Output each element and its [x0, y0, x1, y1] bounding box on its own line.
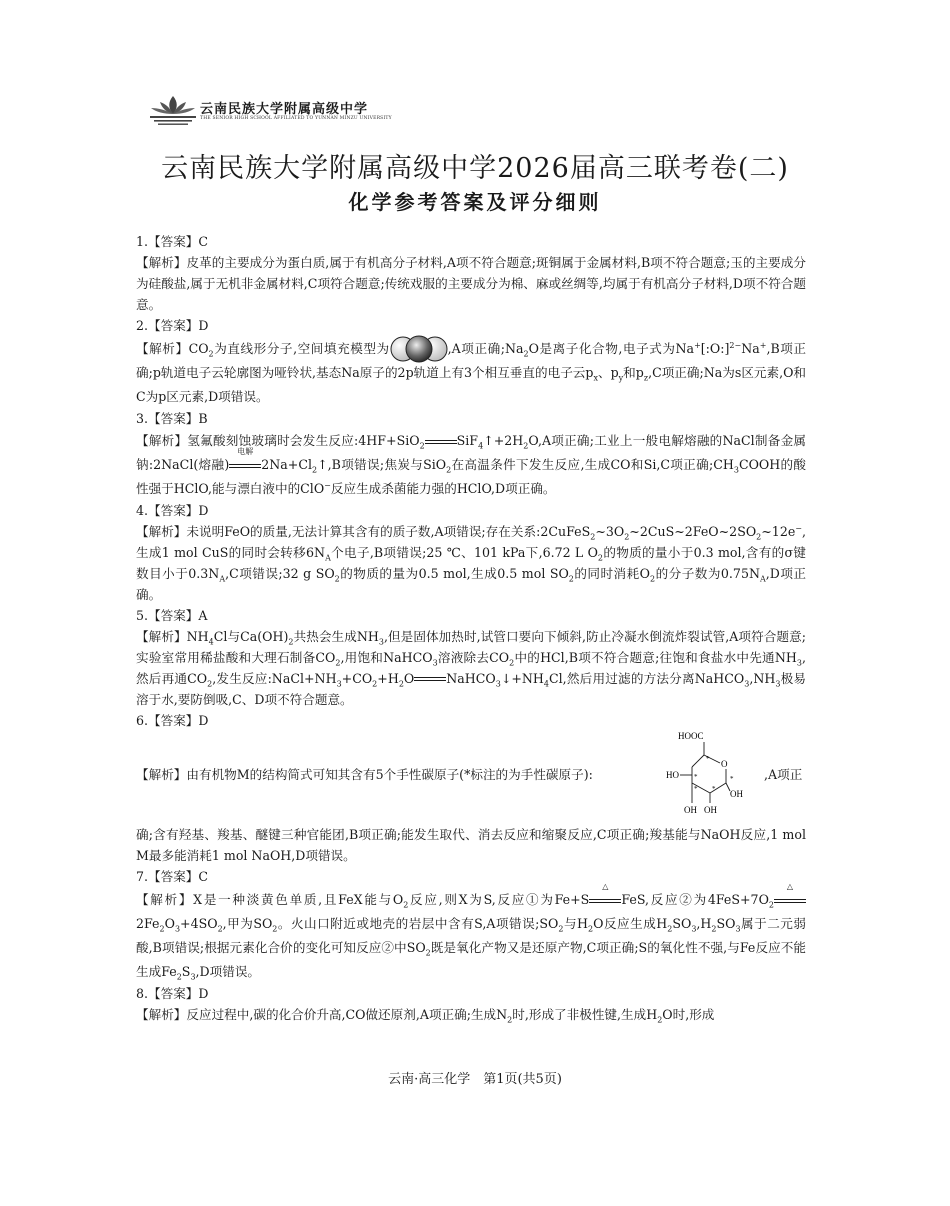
answer-5: 5.【答案】A	[136, 607, 208, 623]
oxide-electron-formula: [:O:]	[700, 340, 730, 356]
electrolysis-arrow: 电解	[229, 459, 261, 473]
page-subtitle: 化学参考答案及评分细则	[348, 190, 602, 214]
mol-ho-label: HO	[666, 770, 679, 781]
explanation-7: 【解析】X是一种淡黄色单质,且FeX能与$O_2$反应,则X为S,反应①为Fe+S △ FeS,反应②为$4FeS+7O_2$ △ $2Fe_2O_3+4SO_2$,甲为$SO_2$。火山口附近或地壳的岩层中含有S,A项错误$;SO_2$与$H_2O$反应生成$H_2SO_3,H_2SO_3$属于二元弱酸,B项错误;根据元素化合价的变化可知反应②中$SO_2$既是氧化产物又是还原产物,C项正确;S的氧化性不强,与Fe反应不能生成$Fe_2S_3,D$项错误。	[136, 881, 807, 982]
heat-arrow: △	[774, 894, 806, 908]
explanation-8: 【解析】反应过程中,碳的化合价升高,CO做还原剂,A项正确;生成$N_2$时,形成了非极性键,生成$H_2O$时,形成	[136, 1007, 715, 1025]
co2-space-filling-model-icon	[390, 332, 448, 366]
explanation-6: 确;含有羟基、羧基、醚键三种官能团,B项正确;能发生取代、消去反应和缩聚反应,C项正确;羧基能与NaOH反应,1 mol M最多能消耗1 mol NaOH,D项错误。	[136, 827, 806, 864]
explanation-6-structure-line: 【解析】由有机物M的结构简式可知其含有5个手性碳原子(*标注的为手性碳原子): HOOC O HO OH OH OH * * * * * ,A项正	[136, 731, 806, 825]
school-logo	[148, 92, 392, 132]
mol-oh-label-right: OH	[730, 789, 743, 800]
chiral-star: *	[712, 785, 716, 794]
equals-arrow	[425, 435, 457, 449]
answer-6: 6.【答案】D	[136, 712, 209, 728]
equals-arrow	[414, 672, 446, 686]
chiral-star: *	[694, 785, 698, 794]
chiral-star: *	[694, 773, 698, 782]
mol-cooh-label: HOOC	[678, 731, 704, 742]
mol-oh-label-left: OH	[684, 805, 697, 816]
answer-8: 8.【答案】D	[136, 986, 209, 1002]
school-name-cn: 云南民族大学附属高级中学	[200, 102, 369, 117]
explanation-1: 【解析】皮革的主要成分为蛋白质,属于有机高分子材料,A项不符合题意;斑铜属于金属材料,B项不符合题意;玉的主要成分为硅酸盐,属于无机非金属材料,C项符合题意;传统戏服的主要成分为棉、麻或丝绸等,均属于有机高分子材料,D项不符合题意。	[136, 254, 806, 312]
page-title: 云南民族大学附属高级中学2026届高三联考卷(二)	[161, 153, 789, 184]
school-name-en: THE SENIOR HIGH SCHOOL AFFILIATED TO YUNNAN MINZU UNIVERSITY	[200, 116, 392, 121]
lotus-logo-icon	[148, 92, 198, 128]
explanation-5: 【解析】$NH_4Cl$与$Ca(OH)_2$共热会生成$NH_3$,但是固体加热时,试管口要向下倾斜,防止冷凝水倒流炸裂试管,A项符合题意;实验室常用稀盐酸和大理石制备$CO_2$,用饱和NaHCO$_3$溶液除去$CO_2$中的HCl,B项不符合题意;往饱和食盐水中先通$NH_3$,然后再通$CO_2$,发生反应$:NaCl+NH_3+CO_2+H_2O$ $NaHCO_3↓+NH_4Cl$,然后用过滤的方法分离$NaHCO_3,NH_3$极易溶于水,要防倒吸,C、D项不符合题意。	[136, 628, 807, 707]
chiral-star: *	[730, 775, 734, 784]
answer-4: 4.【答案】D	[136, 503, 209, 519]
mol-oh-label-mid: OH	[704, 805, 717, 816]
mol-ring-o-label: O	[721, 759, 728, 770]
answer-7: 7.【答案】C	[136, 869, 209, 885]
molecule-m-structure	[666, 731, 776, 825]
answer-2: 2.【答案】D	[136, 317, 209, 333]
answer-3: 3.【答案】B	[136, 410, 208, 426]
answer-content	[136, 232, 806, 1026]
heat-arrow: △	[589, 894, 621, 908]
page-footer: 云南·高三化学 第1页(共5页)	[388, 1072, 562, 1087]
answer-1: 1.【答案】C	[136, 234, 209, 249]
chiral-star: *	[706, 755, 710, 764]
explanation-4: 【解析】未说明FeO的质量,无法计算其含有的质子数,A项错误;存在关系$:2CuFeS_2\sim 3O_2\sim 2CuS\sim 2FeO\sim 2SO_2\sim 12e^-$,生成1 mol CuS的同时会转移$6N_A$个电子,B项错误;25 ℃、101 kPa下,6.72 L $O_2$的物质的量小于0.3 mol,含有的σ键数目小于$0.3N_A,C$项错误;32 g $SO_2$的物质的量为0.5 mol,生成0.5 mol $SO_2$的同时消耗$O_2$的分子数为$0.75N_A,D$项正确。	[136, 524, 806, 603]
explanation-2: 【解析】$CO_2$为直线形分子,空间填充模型为 ,A项正确$;Na_2O$是离子化合物,电子式为Na+[:O:]$^{2-}$Na+,B项正确;p轨道电子云轮廓图为哑铃状,基态Na原子的2p轨道上有3个相互垂直的电子云$p_x$、$p_y$和$p_z,C$项正确;Na为s区元素,O和C为p区元素,D项错误。	[136, 337, 806, 409]
explanation-3: 【解析】氢氟酸刻蚀玻璃时会发生反应:4HF+SiO$_2$ $SiF_4↑+2H_2O,A$项正确;工业上一般电解熔融的NaCl制备金属钠:2NaCl(熔融) 电解 $2Na+Cl_2↑,B$项错误;焦炭与SiO$_2$在高温条件下发生反应,生成CO和Si,C项正确$;CH_3COOH$的酸性强于HClO,能与漂白液中的ClO−反应生成杀菌能力强的HClO,D项正确。	[136, 433, 806, 497]
